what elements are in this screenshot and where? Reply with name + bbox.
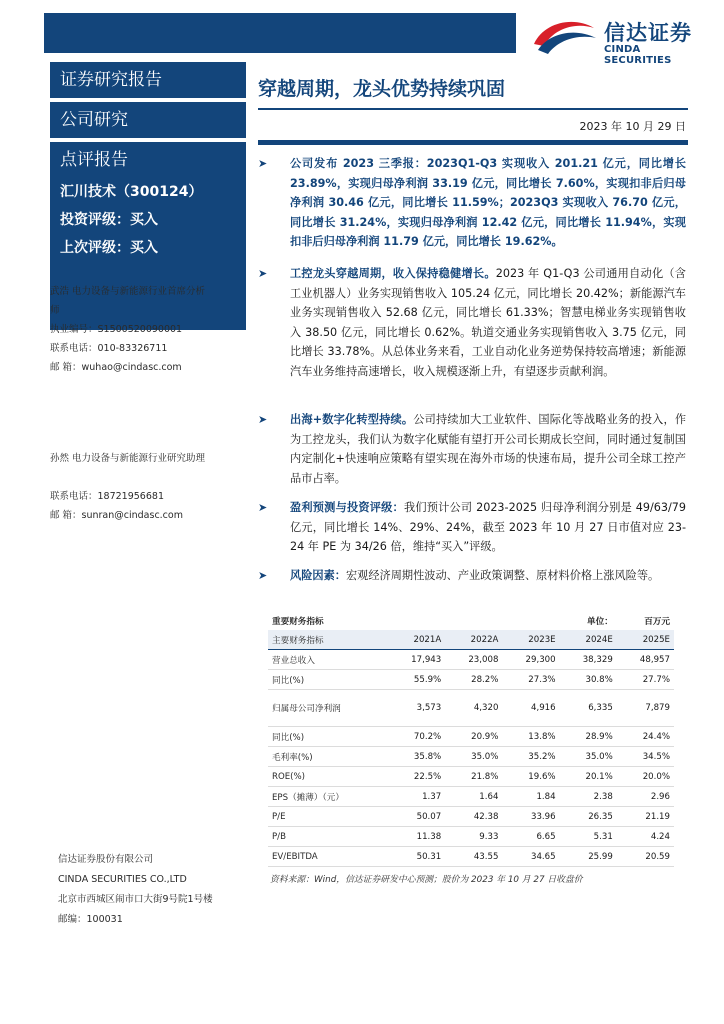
sidebar-report-type: 证券研究报告 xyxy=(50,62,246,99)
table-cell: 19.6% xyxy=(502,767,559,787)
table-cell: 50.07 xyxy=(388,807,445,827)
table-cell: 34.65 xyxy=(502,847,559,867)
table-header-cell: 2021A xyxy=(388,630,445,650)
table-row-label: P/B xyxy=(268,827,388,847)
analyst-1-phone: 联系电话：010-83326711 xyxy=(50,343,168,354)
table-cell: 1.84 xyxy=(502,787,559,807)
analyst-2-phone: 联系电话：18721956681 xyxy=(50,491,164,502)
analyst-2 xyxy=(50,449,246,525)
table-cell: 23,008 xyxy=(445,650,502,670)
company-address: 北京市西城区闹市口大街9号院1号楼 xyxy=(58,894,213,905)
table-row-label: ROE(%) xyxy=(268,767,388,787)
paragraph-4-text: 我们预计公司 2023-2025 归母净利润分别是 49/63/79 亿元，同比增长 14%、29%、24%，截至 2023 年 10 月 27 日市值对应 23-24 年 PE 为 34/26 倍，维持“买入”评级。 xyxy=(290,501,686,553)
table-cell: 20.1% xyxy=(560,767,617,787)
table-cell: 35.2% xyxy=(502,747,559,767)
bullet-arrow-icon: ➤ xyxy=(258,267,268,280)
table-cell: 42.38 xyxy=(445,807,502,827)
table-header-row xyxy=(268,630,674,650)
paragraph-3-bold: 出海+数字化转型持续。 xyxy=(290,413,414,426)
summary-paragraph-5 xyxy=(258,566,686,586)
table-row xyxy=(268,690,674,727)
table-row xyxy=(268,807,674,827)
summary-paragraph-3 xyxy=(258,410,686,488)
table-cell: 29,300 xyxy=(502,650,559,670)
table-row-label: 归属母公司净利润 xyxy=(268,690,388,727)
table-header-cell: 2023E xyxy=(502,630,559,650)
table-header-cell: 2024E xyxy=(560,630,617,650)
table-cell: 4,320 xyxy=(445,690,502,727)
analyst-1-name-2: 师 xyxy=(50,305,60,316)
table-cell: 30.8% xyxy=(560,670,617,690)
table-cell: 27.7% xyxy=(617,670,674,690)
sidebar-category-block xyxy=(50,102,246,139)
paragraph-5-text: 宏观经济周期性波动、产业政策调整、原材料价格上涨风险等。 xyxy=(345,569,660,582)
table-caption: 重要财务指标 xyxy=(272,616,324,627)
table-cell: 24.4% xyxy=(617,727,674,747)
financial-table xyxy=(268,611,674,867)
logo-en: CINDA SECURITIES xyxy=(604,44,672,66)
table-cell: 13.8% xyxy=(502,727,559,747)
analyst-2-email[interactable]: 邮 箱：sunran@cindasc.com xyxy=(50,510,183,521)
table-header-cell: 2022A xyxy=(445,630,502,650)
table-header-cell: 2025E xyxy=(617,630,674,650)
table-row-label: 毛利率(%) xyxy=(268,747,388,767)
table-row-label: 同比(%) xyxy=(268,727,388,747)
brand-logo xyxy=(530,14,710,66)
table-cell: 43.55 xyxy=(445,847,502,867)
table-row xyxy=(268,787,674,807)
sidebar-report-type-block xyxy=(50,62,246,99)
sidebar-rating: 投资评级：买入 xyxy=(60,212,158,228)
bullet-arrow-icon: ➤ xyxy=(258,157,268,170)
table-row-label: 同比(%) xyxy=(268,670,388,690)
table-cell: 2.96 xyxy=(617,787,674,807)
table-header-cell: 主要财务指标 xyxy=(268,630,388,650)
bullet-arrow-icon: ➤ xyxy=(258,413,268,426)
company-name-en: CINDA SECURITIES CO.,LTD xyxy=(58,874,187,885)
header-banner xyxy=(44,13,516,53)
table-cell: 25.99 xyxy=(560,847,617,867)
summary-paragraph-2 xyxy=(258,264,686,381)
table-cell: 9.33 xyxy=(445,827,502,847)
analyst-1-name: 武浩 电力设备与新能源行业首席分析 xyxy=(50,286,206,297)
paragraph-3-text: 公司持续加大工业软件、国际化等战略业务的投入，作为工控龙头，我们认为数字化赋能有望打开公司长期成长空间，同时通过复制国内定制化+快速响应策略有望实现在海外市场的快速布局，提升公司全球工控产品市占率。 xyxy=(290,413,687,485)
analyst-1-email[interactable]: 邮 箱：wuhao@cindasc.com xyxy=(50,362,182,373)
table-cell: 35.0% xyxy=(445,747,502,767)
table-row xyxy=(268,767,674,787)
table-cell: 4,916 xyxy=(502,690,559,727)
table-cell: 1.37 xyxy=(388,787,445,807)
company-info xyxy=(58,850,213,930)
bullet-arrow-icon: ➤ xyxy=(258,501,268,514)
sidebar-company: 汇川技术（300124） xyxy=(60,184,203,200)
table-row xyxy=(268,847,674,867)
table-cell: 20.9% xyxy=(445,727,502,747)
paragraph-2-bold: 工控龙头穿越周期，收入保持稳健增长。 xyxy=(290,267,496,280)
table-cell: 6,335 xyxy=(560,690,617,727)
paragraph-2-text: 2023 年 Q1-Q3 公司通用自动化（含工业机器人）业务实现销售收入 105.24 亿元，同比增长 20.42%；新能源汽车业务实现销售收入 52.68 亿元，同比增长 61.33%；智慧电梯业务实现销售收入 38.50 亿元，同比增长 0.62%。轨道交通业务实现销售收入 3.75 亿元，同比增长 33.78%。从总体业务来看，工业自动化业务逆势保持较高增速；新能源汽车业务维持高速增长，收入规模逐渐上升，有望逐步贡献利润。 xyxy=(290,267,686,378)
table-source: 资料来源：Wind，信达证券研发中心预测；股价为 2023 年 10 月 27 日收盘价 xyxy=(270,875,583,885)
title-divider xyxy=(258,108,688,110)
paragraph-5-bold: 风险因素： xyxy=(290,569,346,582)
table-cell: 20.59 xyxy=(617,847,674,867)
table-cell: 70.2% xyxy=(388,727,445,747)
table-cell: 34.5% xyxy=(617,747,674,767)
table-cell: 28.2% xyxy=(445,670,502,690)
table-cell: 35.8% xyxy=(388,747,445,767)
table-cell: 26.35 xyxy=(560,807,617,827)
analyst-2-name: 孙然 电力设备与新能源行业研究助理 xyxy=(50,453,206,464)
table-unit: 百万元 xyxy=(644,616,670,627)
sidebar-prev-rating: 上次评级：买入 xyxy=(60,240,158,256)
date-divider xyxy=(258,140,688,145)
table-cell: 17,943 xyxy=(388,650,445,670)
analyst-1-cert: 执业编号：S1500520090001 xyxy=(50,324,183,335)
summary-paragraph-1 xyxy=(258,154,686,252)
table-row-label: P/E xyxy=(268,807,388,827)
table-row xyxy=(268,827,674,847)
brand-logo-icon xyxy=(530,14,600,58)
summary-paragraph-4 xyxy=(258,498,686,557)
table-cell: 2.38 xyxy=(560,787,617,807)
sidebar-category: 公司研究 xyxy=(50,102,246,139)
table-cell: 35.0% xyxy=(560,747,617,767)
analyst-1 xyxy=(50,282,246,377)
table-cell: 20.0% xyxy=(617,767,674,787)
table-cell: 33.96 xyxy=(502,807,559,827)
table-row-label: 营业总收入 xyxy=(268,650,388,670)
table-cell: 27.3% xyxy=(502,670,559,690)
table-row xyxy=(268,747,674,767)
table-cell: 4.24 xyxy=(617,827,674,847)
table-row xyxy=(268,727,674,747)
table-row-label: EV/EBITDA xyxy=(268,847,388,867)
table-row xyxy=(268,670,674,690)
table-cell: 38,329 xyxy=(560,650,617,670)
table-cell: 5.31 xyxy=(560,827,617,847)
table-cell: 21.8% xyxy=(445,767,502,787)
table-cell: 7,879 xyxy=(617,690,674,727)
table-row-label: EPS（摊薄）（元） xyxy=(268,787,388,807)
table-row xyxy=(268,650,674,670)
table-cell: 6.65 xyxy=(502,827,559,847)
table-cell: 1.64 xyxy=(445,787,502,807)
table-cell: 50.31 xyxy=(388,847,445,867)
logo-cn: 信达证券 xyxy=(604,21,692,45)
sidebar-sub-category: 点评报告 xyxy=(60,150,128,170)
table-cell: 11.38 xyxy=(388,827,445,847)
paragraph-4-bold: 盈利预测与投资评级： xyxy=(290,501,404,514)
table-cell: 22.5% xyxy=(388,767,445,787)
report-date: 2023 年 10 月 29 日 xyxy=(579,120,686,133)
table-cell: 48,957 xyxy=(617,650,674,670)
table-cell: 3,573 xyxy=(388,690,445,727)
table-cell: 55.9% xyxy=(388,670,445,690)
table-unit-label: 单位： xyxy=(587,616,613,627)
table-cell: 28.9% xyxy=(560,727,617,747)
bullet-arrow-icon: ➤ xyxy=(258,569,268,582)
company-name: 信达证券股份有限公司 xyxy=(58,854,154,865)
report-title: 穿越周期，龙头优势持续巩固 xyxy=(258,78,506,100)
table-cell: 21.19 xyxy=(617,807,674,827)
table-caption-row xyxy=(268,611,674,630)
company-zip: 邮编：100031 xyxy=(58,914,123,925)
paragraph-1-bold: 公司发布 2023 三季报：2023Q1-Q3 实现收入 201.21 亿元，同比增长 23.89%，实现归母净利润 33.19 亿元，同比增长 7.60%，实现扣非后归母净利润 30.46 亿元，同比增长 11.59%；2023Q3 实现收入 76.70 亿元，同比增长 31.24%，实现归母净利润 12.42 亿元，同比增长 11.94%，实现扣非后归母净利润 11.79 亿元，同比增长 19.62%。 xyxy=(290,157,686,248)
